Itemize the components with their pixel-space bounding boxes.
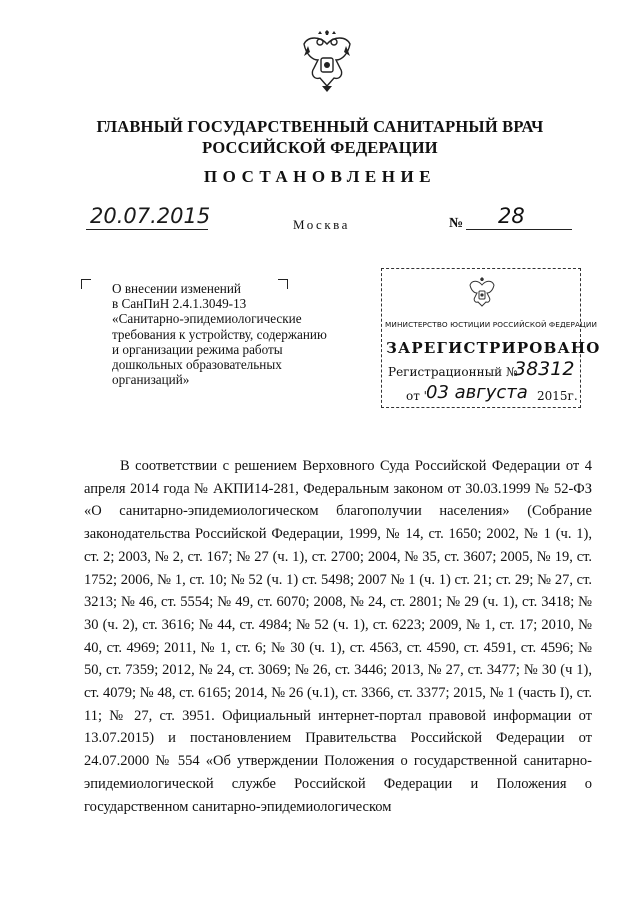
stamp-reg-number: 38312	[514, 358, 575, 380]
document-type: ПОСТАНОВЛЕНИЕ	[203, 167, 437, 186]
body-paragraph: В соответствии с решением Верховного Суда Российской Федерации от 4 апреля 2014 года № АКПИ14-281, Федеральным законом от 30.03.1999 № 52-ФЗ «О санитарно-эпидемиологическом благополучии населения» (Собрание законодательства Российской Федерации, 1999, № 14, ст. 1650; 2002, № 1 (ч. 1), ст. 2; 2003, № 2, ст. 167; № 27 (ч. 1), ст. 2700; 2004, № 35, ст. 3607; 2005, № 19, ст. 1752; 2006, № 1, ст. 10; № 52 (ч. 1) ст. 5498; 2007 № 1 (ч. 1) ст. 21; ст. 29; № 27, ст. 3213; № 46, ст. 5554; № 49, ст. 6070; 2008, № 24, ст. 2801; № 29 (ч. 1), ст. 3418; № 30 (ч. 2), ст. 3616; № 44, ст. 4984; № 52 (ч. 1), ст. 6223; 2009, № 1, ст. 17; 2010, № 40, ст. 4969; 2011, № 1, ст. 6; № 30 (ч. 1), ст. 4563, ст. 4590, ст. 4591, ст. 4596; № 50, ст. 7359; 2012, № 24, ст. 3069; № 26, ст. 3446; 2013, № 27, ст. 3477; № 30 (ч 1), ст. 4079; № 48, ст. 6165; 2014, № 26 (ч.1), ст. 3366, ст. 3377; 2015, № 1 (часть I), ст. 11; № 27, ст. 3951. Официальный интернет-портал правовой информации от 13.07.2015) и постановлением Правительства Российской Федерации от 24.07.2000 № 554 «Об утверждении Положения о государственной санитарно-эпидемиологической службе Российской Федерации и Положения о государственном санитарно-эпидемиологическом	[84, 458, 592, 815]
stamp-emblem-icon	[468, 277, 496, 311]
document-body	[84, 455, 592, 818]
subject-line: организаций»	[112, 372, 190, 388]
document-city: Москва	[293, 217, 350, 232]
subject-line: дошкольных образовательных	[112, 357, 282, 373]
subject-line: «Санитарно-эпидемиологические	[112, 311, 302, 327]
document-subject	[112, 281, 352, 387]
document-date: 20.07.2015	[86, 203, 208, 230]
subject-bracket-left	[81, 279, 91, 289]
registration-stamp	[381, 268, 601, 408]
stamp-from-label: от "	[406, 389, 430, 403]
subject-line: и организации режима работы	[112, 341, 283, 357]
document-number: 28	[466, 203, 572, 230]
authority-line-2: РОССИЙСКОЙ ФЕДЕРАЦИИ	[202, 138, 438, 157]
stamp-reg-number-label: Регистрационный №	[388, 365, 518, 379]
issuing-authority	[0, 116, 640, 158]
subject-line: требования к устройству, содержанию	[112, 326, 327, 342]
stamp-from-date: 03 августа	[426, 382, 528, 403]
stamp-registered: ЗАРЕГИСТРИРОВАНО	[386, 339, 601, 357]
state-emblem-icon	[300, 30, 354, 94]
authority-line-1: ГЛАВНЫЙ ГОСУДАРСТВЕННЫЙ САНИТАРНЫЙ ВРАЧ	[96, 117, 544, 136]
stamp-year: 2015г.	[537, 389, 578, 403]
stamp-ministry: МИНИСТЕРСТВО ЮСТИЦИИ РОССИЙСКОЙ ФЕДЕРАЦИИ	[385, 320, 597, 329]
subject-line: О внесении изменений	[112, 281, 241, 296]
document-number-label: №	[449, 216, 464, 231]
subject-line: в СанПиН 2.4.1.3049-13	[112, 296, 247, 312]
